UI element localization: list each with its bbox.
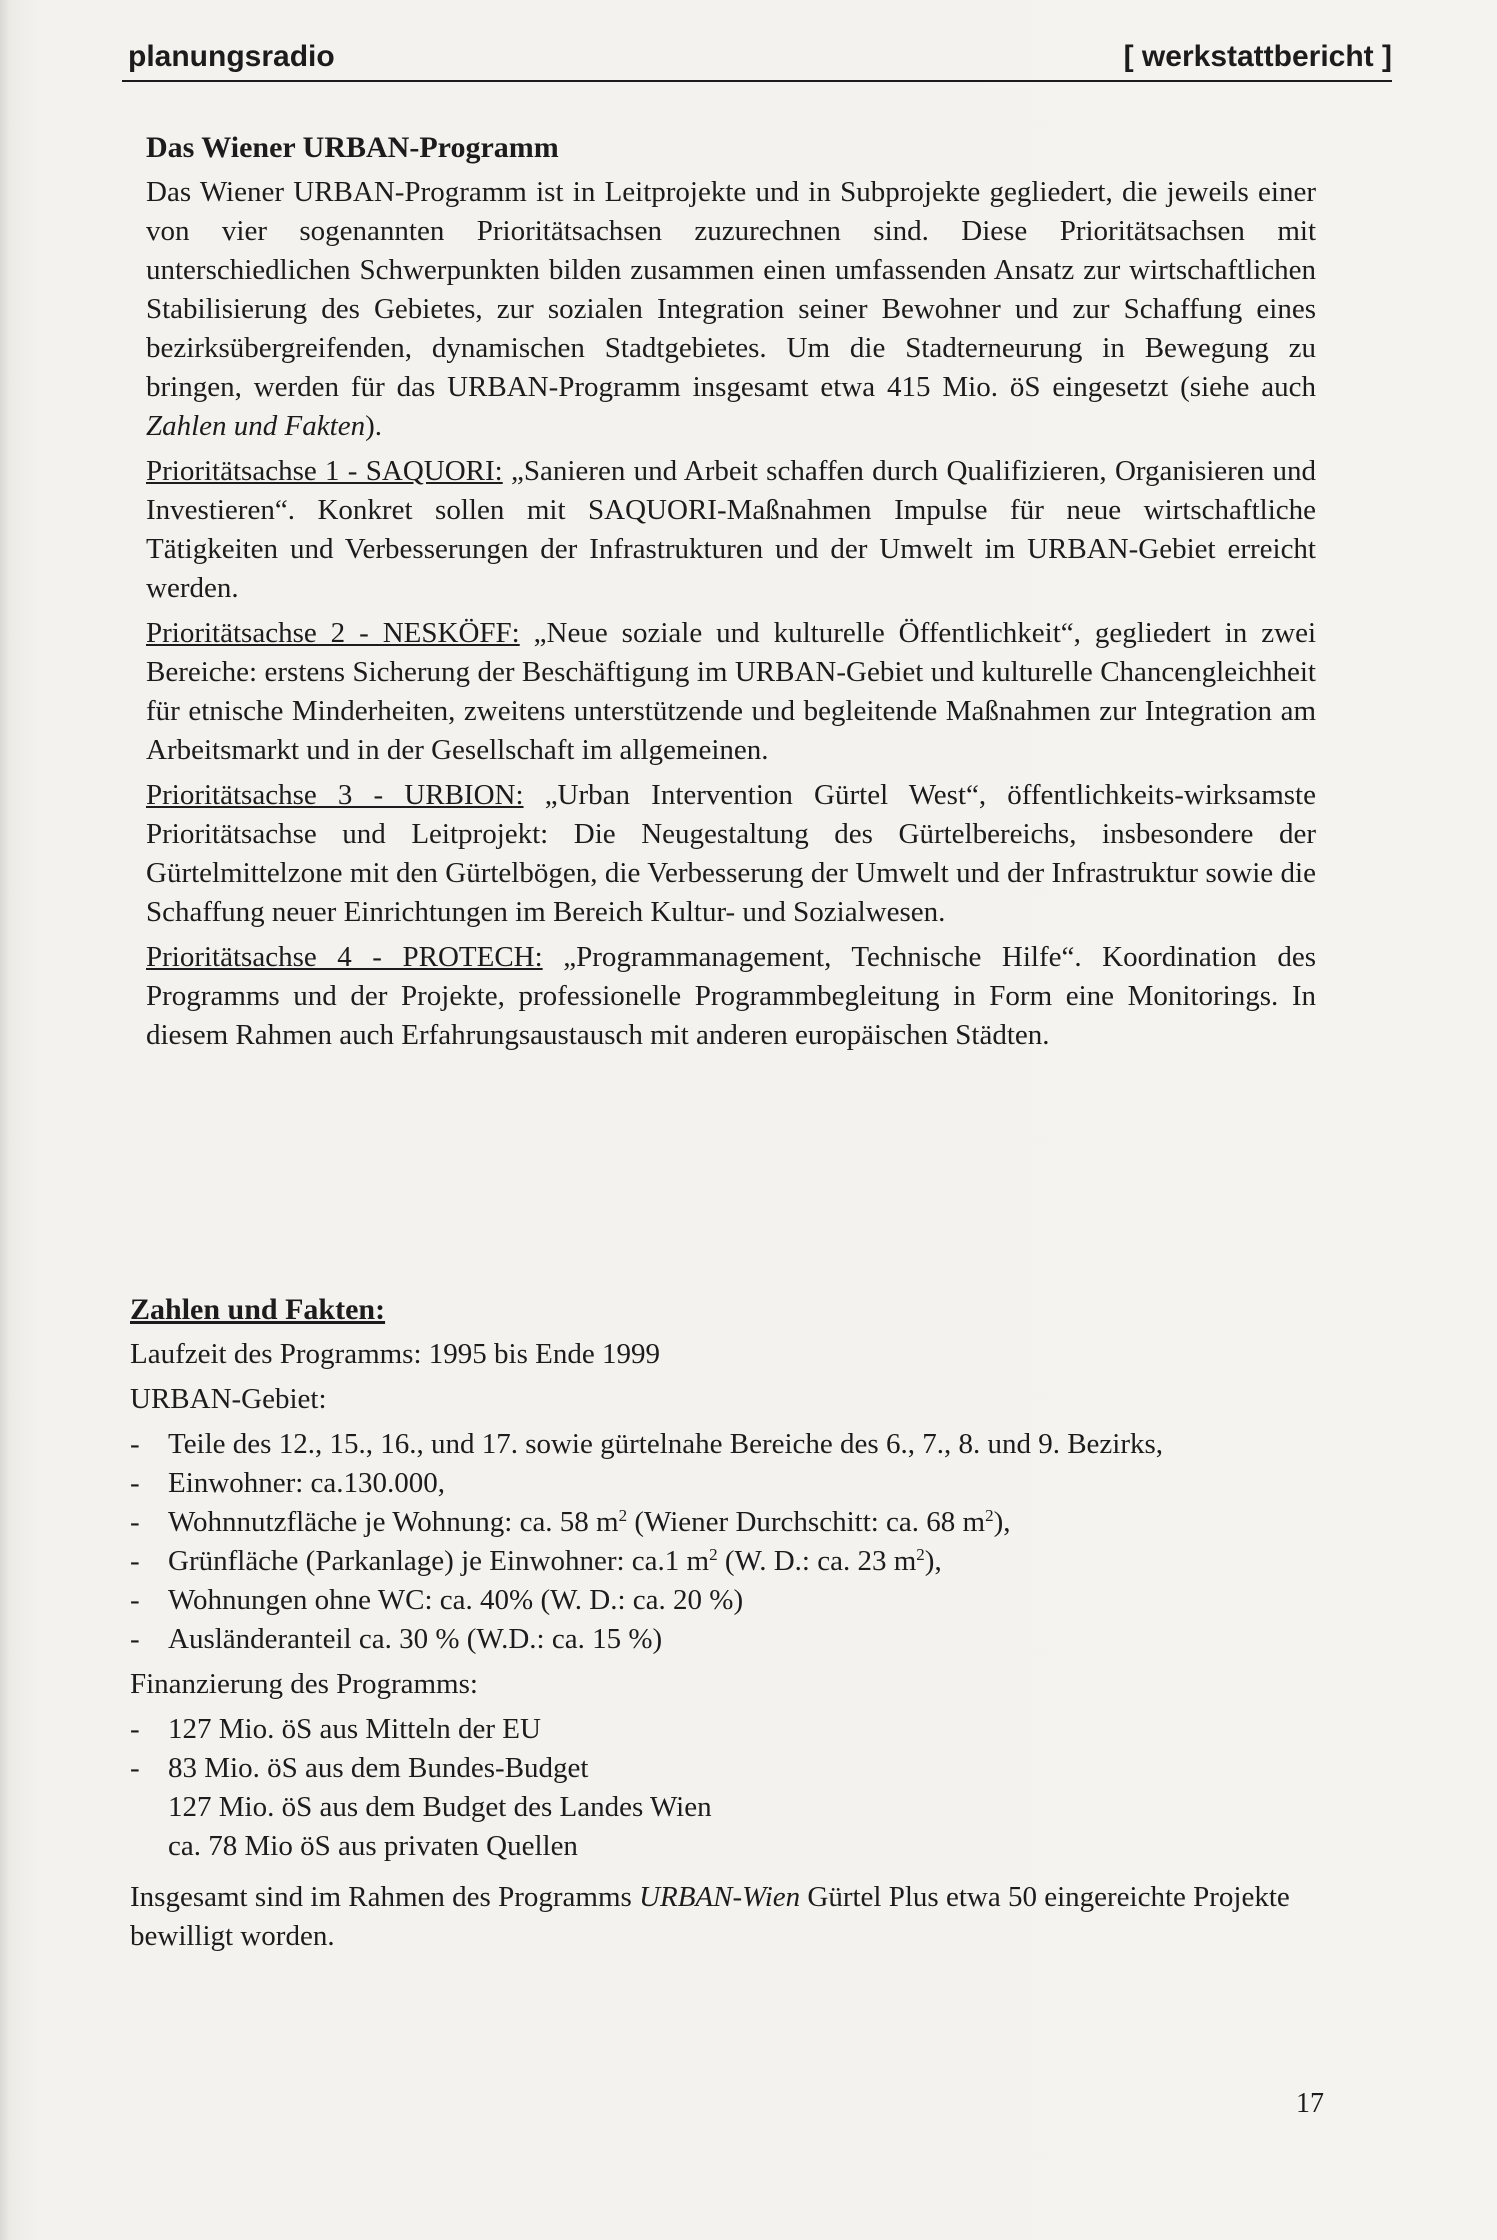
superscript: 2 [618, 1506, 628, 1525]
list-item [130, 1464, 1300, 1503]
list-dash: - [130, 1713, 140, 1745]
list-item [130, 1620, 1300, 1659]
funding-private: ca. 78 Mio öS aus privaten Quellen [168, 1830, 578, 1862]
area-green-space-avg: (W. D.: ca. 23 m [717, 1545, 917, 1577]
superscript: 2 [916, 1545, 925, 1564]
axis-1-label: Prioritätsachse 1 - SAQUORI: [146, 455, 503, 487]
area-districts: Teile des 12., 15., 16., und 17. sowie gürtelnahe Bereiche des 6., 7., 8. und 9. Bezirks, [168, 1428, 1164, 1460]
list-item [130, 1749, 1300, 1788]
axis-2-label: Prioritätsachse 2 - NESKÖFF: [146, 617, 520, 649]
area-list [130, 1425, 1300, 1659]
list-item [130, 1503, 1300, 1542]
axis-1-text: „Sanieren und Arbeit schaffen durch Qualifizieren, Organisieren und Investieren“. Konkret sollen mit SAQUORI-Maßnahmen Impulse für neue wirtschaftliche Tätigkeiten und Verbesserungen der Infrastrukturen und der Umwelt im URBAN-Gebiet erreicht werden. [146, 455, 1316, 604]
page-number: 17 [1296, 2088, 1324, 2119]
article-body [146, 128, 1316, 1061]
article-title: Das Wiener URBAN-Programm [146, 131, 559, 164]
list-item [130, 1581, 1300, 1620]
axis-3-paragraph [146, 776, 1316, 932]
list-dash: - [130, 1428, 140, 1460]
list-dash: - [130, 1545, 140, 1577]
summary-text: Insgesamt sind im Rahmen des Programms [130, 1881, 640, 1913]
list-dash: - [130, 1467, 140, 1499]
list-dash: - [130, 1752, 140, 1784]
area-living-space: Wohnnutzfläche je Wohnung: ca. 58 m [168, 1506, 619, 1538]
header-publication: planungsradio [128, 40, 335, 73]
funding-vienna: 127 Mio. öS aus dem Budget des Landes Wien [168, 1791, 712, 1823]
intro-text-end: ). [365, 410, 382, 442]
list-dash: - [130, 1506, 140, 1538]
axis-2-paragraph [146, 614, 1316, 770]
axis-2-text: „Neue soziale und kulturelle Öffentlichkeit“, gegliedert in zwei Bereiche: erstens Sicherung der Beschäftigung im URBAN-Gebiet und kulturelle Chancengleichheit für etnische Minderheiten, zweitens unterstützende und begleitende Maßnahmen zur Integration am Arbeitsmarkt und in der Gesellschaft im allgemeinen. [146, 617, 1316, 766]
summary-program-name: URBAN-Wien [639, 1881, 801, 1913]
area-foreign-share: Ausländeranteil ca. 30 % (W.D.: ca. 15 %) [168, 1623, 663, 1655]
facts-duration: Laufzeit des Programms: 1995 bis Ende 1999 [130, 1338, 660, 1370]
area-inhabitants: Einwohner: ca.130.000, [168, 1467, 446, 1499]
axis-1-paragraph [146, 452, 1316, 608]
intro-reference: Zahlen und Fakten [146, 410, 366, 442]
funding-eu: 127 Mio. öS aus Mitteln der EU [168, 1713, 541, 1745]
facts-section [130, 1290, 1300, 1962]
summary-text-end: Gürtel Plus etwa 50 eingereichte Projekte bewilligt worden. [130, 1881, 1290, 1952]
list-item [130, 1542, 1300, 1581]
header-section: [ werkstattbericht ] [1123, 40, 1392, 73]
axis-3-text: „Urban Intervention Gürtel West“, öffentlichkeits-wirksamste Prioritätsachse und Leitprojekt: Die Neugestaltung des Gürtelbereichs, insbesondere der Gürtelmittelzone mit den Gürtelbögen, die Verbesserung der Umwelt und der Infrastruktur sowie die Schaffung neuer Einrichtungen im Bereich Kultur- und Sozialwesen. [146, 779, 1316, 928]
list-item [130, 1710, 1300, 1749]
facts-area-label: URBAN-Gebiet: [130, 1383, 327, 1415]
superscript: 2 [709, 1545, 718, 1564]
axis-3-label: Prioritätsachse 3 - URBION: [146, 779, 524, 811]
facts-funding-label: Finanzierung des Programms: [130, 1668, 478, 1700]
area-green-space: Grünfläche (Parkanlage) je Einwohner: ca.1 m [168, 1545, 710, 1577]
area-green-space-end: ), [924, 1545, 942, 1577]
facts-summary [130, 1878, 1300, 1956]
funding-federal: 83 Mio. öS aus dem Bundes-Budget [168, 1752, 589, 1784]
list-item [130, 1827, 1300, 1866]
area-no-wc: Wohnungen ohne WC: ca. 40% (W. D.: ca. 20 %) [168, 1584, 744, 1616]
intro-text: Das Wiener URBAN-Programm ist in Leitprojekte und in Subprojekte gegliedert, die jeweils einer von vier sogenannten Prioritätsachsen zuzurechnen sind. Diese Prioritätsachsen mit unterschiedlichen Schwerpunkten bilden zusammen einen umfassenden Ansatz zur wirtschaftlichen Stabilisierung des Gebietes, zur sozialen Integration seiner Bewohner und zur Schaffung eines bezirksübergreifenden, dynamischen Stadtgebietes. Um die Stadterneurung in Bewegung zu bringen, werden für das URBAN-Programm insgesamt etwa 415 Mio. öS eingesetzt (siehe auch [146, 176, 1316, 403]
page-header [122, 34, 1392, 82]
list-dash: - [130, 1623, 140, 1655]
list-item [130, 1425, 1300, 1464]
area-living-space-end: ), [993, 1506, 1011, 1538]
axis-4-paragraph [146, 938, 1316, 1055]
area-living-space-avg: (Wiener Durchschitt: ca. 68 m [627, 1506, 986, 1538]
list-item [130, 1788, 1300, 1827]
list-dash: - [130, 1584, 140, 1616]
superscript: 2 [985, 1506, 994, 1525]
funding-list [130, 1710, 1300, 1866]
axis-4-label: Prioritätsachse 4 - PROTECH: [146, 941, 543, 973]
intro-paragraph [146, 173, 1316, 446]
facts-title: Zahlen und Fakten: [130, 1293, 386, 1326]
axis-4-text: „Programmanagement, Technische Hilfe“. Koordination des Programms und der Projekte, professionelle Programmbegleitung in Form eine Monitorings. In diesem Rahmen auch Erfahrungsaustausch mit anderen europäischen Städten. [146, 941, 1316, 1051]
